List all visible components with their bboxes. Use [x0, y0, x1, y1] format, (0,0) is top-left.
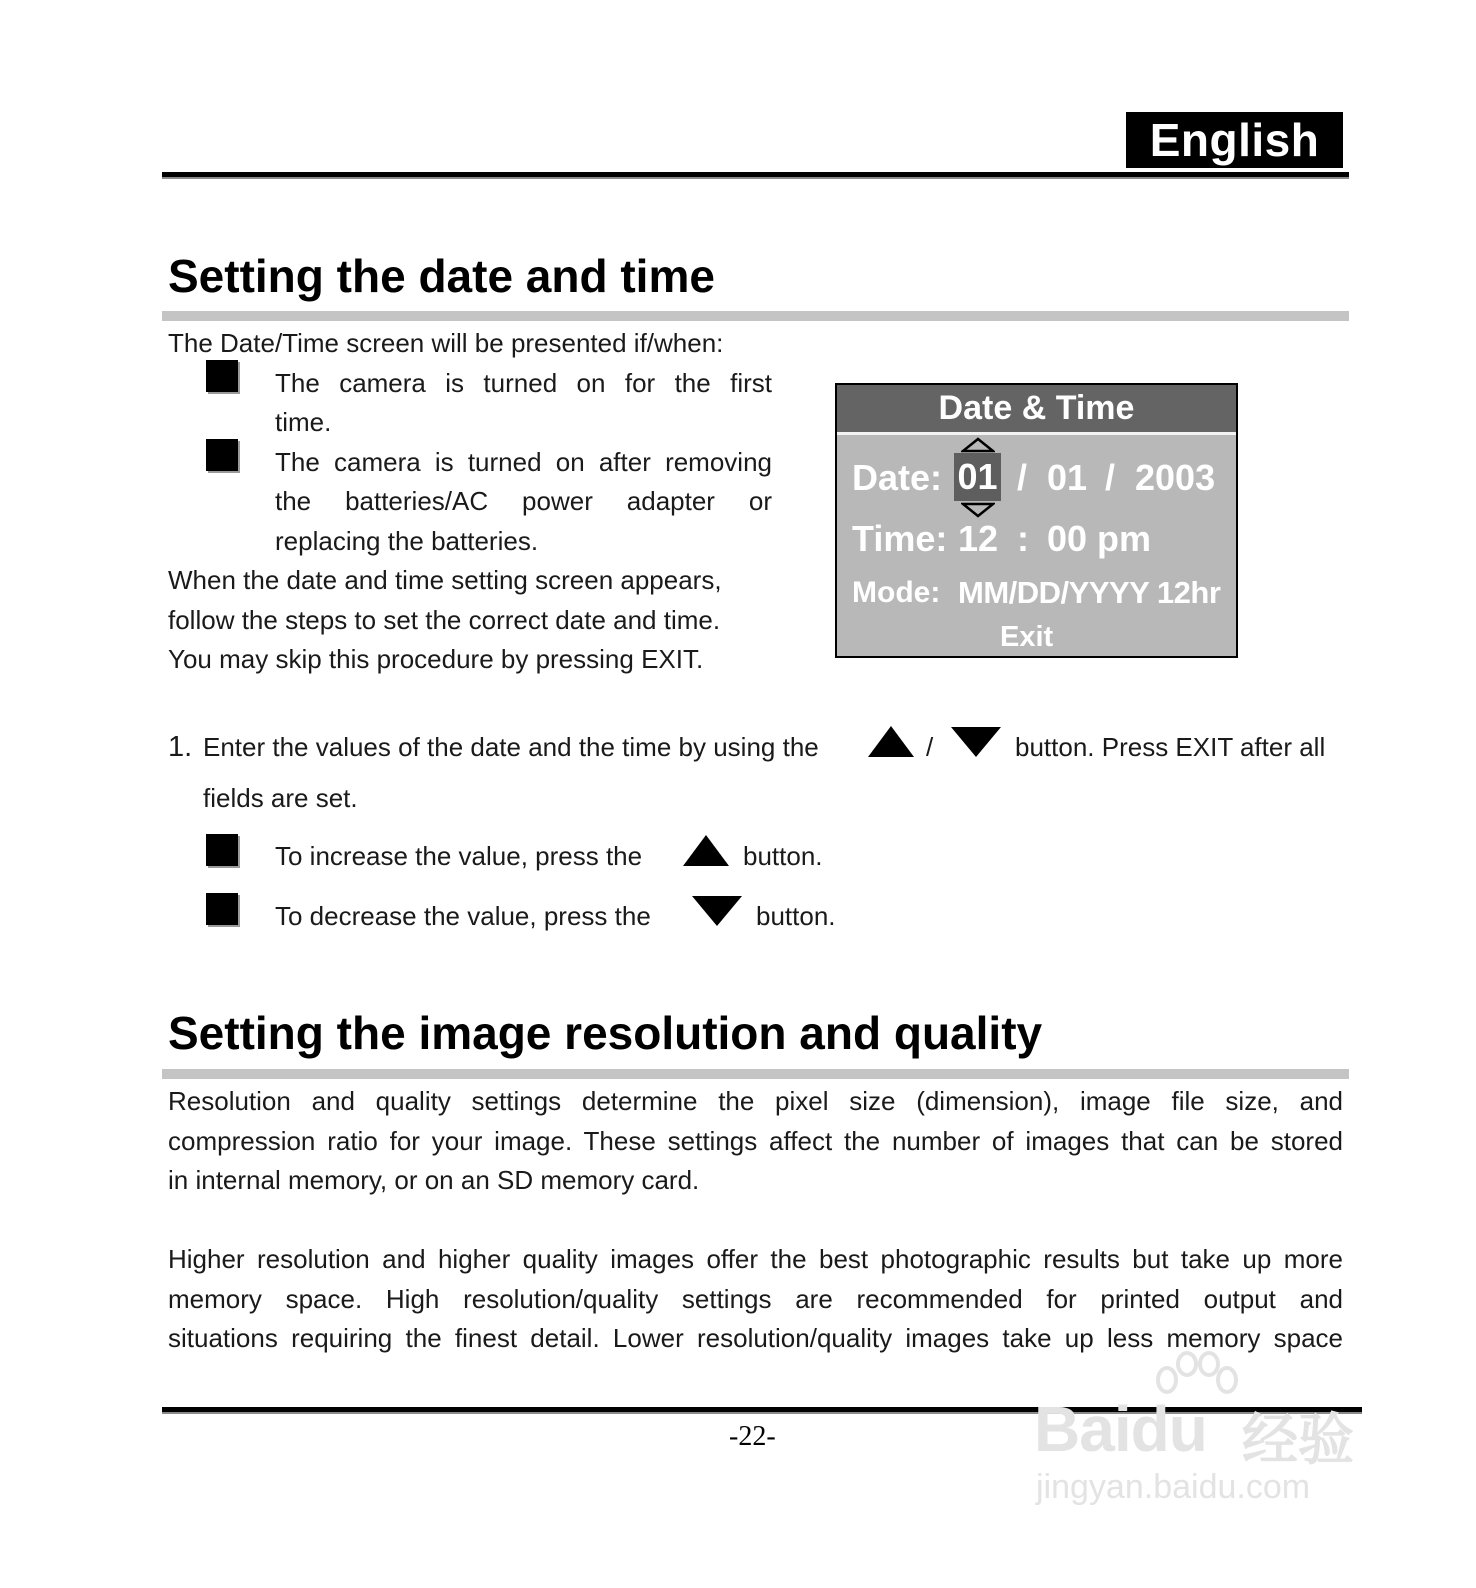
day-field: 01 — [1047, 457, 1088, 498]
screen-title-divider — [837, 432, 1236, 435]
minute-ampm-field: 00 pm — [1047, 518, 1152, 559]
watermark-brand-cn: 经验 — [1242, 1408, 1354, 1471]
resolution-p1-line-3: in internal memory, or on an SD memory card. — [168, 1165, 700, 1195]
down-arrow-icon — [951, 727, 1001, 757]
bullet-2-line-3: replacing the batteries. — [275, 526, 539, 556]
bullet-square-icon — [206, 893, 238, 925]
date-separator: / — [1017, 457, 1028, 498]
date-time-screen — [835, 383, 1238, 658]
arrow-up-outline-icon — [961, 437, 995, 453]
bullet-1-line-2: time. — [275, 407, 332, 437]
watermark — [1030, 1350, 1370, 1515]
watermark-brand: Baidu — [1034, 1393, 1207, 1465]
section-title-resolution: Setting the image resolution and quality — [168, 1007, 1043, 1059]
bullet-square-icon — [206, 360, 238, 392]
mode-label: Mode: — [852, 576, 941, 609]
arrow-slash: / — [926, 732, 934, 762]
resolution-p2-line-3: situations requiring the finest detail. Lower resolution/quality images take up less memory space — [168, 1323, 1343, 1353]
decrease-text-after: button. — [756, 901, 836, 931]
screen-title: Date & Time — [837, 385, 1236, 432]
time-label: Time: — [852, 518, 948, 559]
mode-value: MM/DD/YYYY 12hr — [958, 575, 1221, 610]
resolution-p2-line-2: memory space. High resolution/quality settings are recommended for printed output and — [168, 1284, 1343, 1314]
step-number: 1. — [168, 731, 193, 763]
down-arrow-icon — [692, 896, 742, 926]
exit-option: Exit — [1000, 621, 1054, 653]
date-separator: / — [1105, 457, 1116, 498]
increase-text: To increase the value, press the — [275, 841, 643, 871]
up-arrow-icon — [683, 835, 729, 866]
paragraph-line-1: When the date and time setting screen appears, — [168, 565, 722, 595]
resolution-p2-line-1: Higher resolution and higher quality images offer the best photographic results but take up more — [168, 1244, 1343, 1274]
step-1-text-after: button. Press EXIT after all — [1015, 732, 1326, 762]
language-badge: English — [1126, 112, 1343, 168]
paragraph-line-2: follow the steps to set the correct date and time. — [168, 605, 721, 635]
arrow-down-outline-icon — [961, 502, 995, 518]
page-number: -22- — [729, 1421, 776, 1452]
resolution-p1-line-2: compression ratio for your image. These settings affect the number of images that can be stored — [168, 1126, 1343, 1156]
section-title-date-time: Setting the date and time — [168, 250, 715, 302]
time-colon: : — [1017, 518, 1029, 559]
year-field: 2003 — [1135, 457, 1216, 498]
date-label: Date: — [852, 457, 943, 498]
header-rule-shadow — [162, 177, 1349, 179]
watermark-url: jingyan.baidu.com — [1036, 1468, 1311, 1506]
bullet-square-icon — [206, 834, 238, 866]
section-rule — [162, 311, 1349, 321]
up-arrow-icon — [868, 726, 914, 757]
resolution-p1-line-1: Resolution and quality settings determine the pixel size (dimension), image file size, and — [168, 1086, 1343, 1116]
bullet-1-line-1: The camera is turned on for the first — [275, 368, 772, 398]
increase-text-after: button. — [743, 841, 823, 871]
paragraph-line-3: You may skip this procedure by pressing EXIT. — [168, 644, 704, 674]
decrease-text: To decrease the value, press the — [275, 901, 651, 931]
step-1-line-2: fields are set. — [203, 783, 358, 813]
month-field-selected: 01 — [954, 453, 1001, 501]
bullet-2-line-2: the batteries/AC power adapter or — [275, 486, 772, 516]
step-1-text: Enter the values of the date and the time by using the — [203, 732, 819, 762]
section-rule — [162, 1069, 1349, 1079]
bullet-2-line-1: The camera is turned on after removing — [275, 447, 772, 477]
bullet-square-icon — [206, 439, 238, 471]
hour-field: 12 — [958, 518, 999, 559]
intro-text: The Date/Time screen will be presented if/when: — [168, 328, 724, 358]
